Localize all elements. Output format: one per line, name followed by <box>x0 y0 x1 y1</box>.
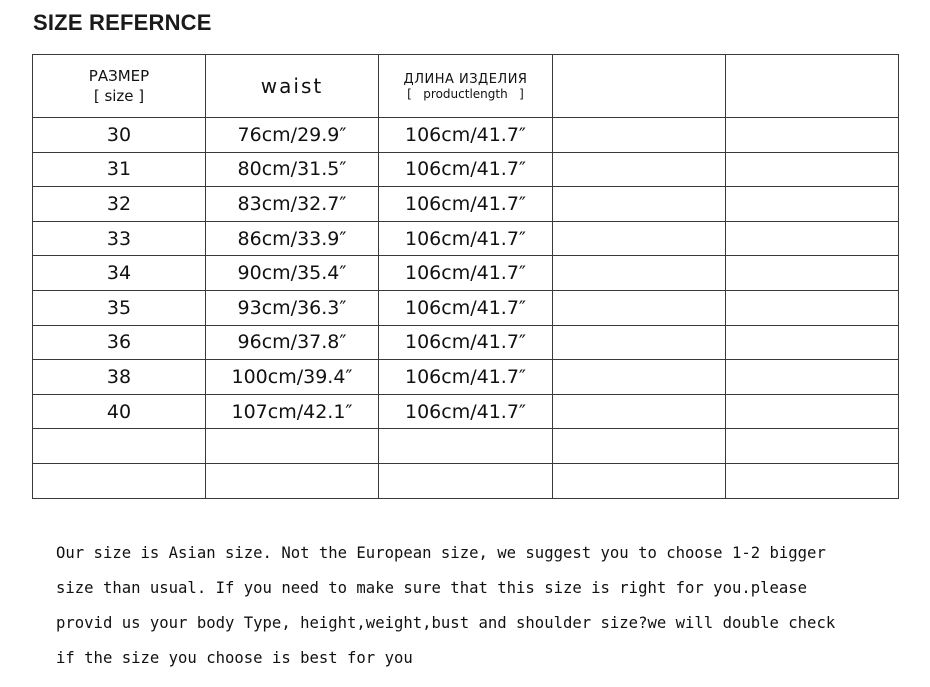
table-cell <box>33 360 206 395</box>
cell-size: 32 <box>106 192 132 215</box>
table-cell <box>726 187 899 222</box>
cell-waist: 100cm/39.4″ <box>231 365 353 388</box>
table-cell <box>726 325 899 360</box>
note-line-2: size than usual. If you need to make sure that this size is right for you.please <box>56 579 808 597</box>
header-size <box>33 55 206 118</box>
table-cell <box>33 221 206 256</box>
table-cell <box>206 429 379 464</box>
table-cell <box>206 187 379 222</box>
table-cell <box>379 325 553 360</box>
cell-waist: 107cm/42.1″ <box>231 400 353 423</box>
table-cell <box>33 429 206 464</box>
table-cell <box>206 325 379 360</box>
cell-size: 40 <box>106 400 132 423</box>
table-cell <box>33 152 206 187</box>
cell-size: 34 <box>106 262 132 285</box>
table-cell <box>33 256 206 291</box>
table-cell <box>206 360 379 395</box>
table-header-row <box>33 55 899 118</box>
note-line-1: Our size is Asian size. Not the European size, we suggest you to choose 1-2 bigger <box>56 544 826 562</box>
table-cell <box>726 463 899 498</box>
table-cell <box>33 394 206 429</box>
table-cell <box>553 325 726 360</box>
page-title: SIZE REFERNCE <box>33 10 212 35</box>
cell-length: 106cm/41.7″ <box>404 400 527 423</box>
table-row <box>33 118 899 153</box>
table-cell <box>553 463 726 498</box>
table-cell <box>553 118 726 153</box>
header-length-en: [ productlength ] <box>407 86 524 101</box>
cell-waist: 80cm/31.5″ <box>237 158 347 181</box>
header-length-ru: ДЛИНА ИЗДЕЛИЯ <box>403 71 528 87</box>
table-row <box>33 394 899 429</box>
table-cell <box>553 256 726 291</box>
table-cell <box>553 221 726 256</box>
header-length <box>379 55 553 118</box>
table-row <box>33 463 899 498</box>
table-cell <box>726 429 899 464</box>
cell-waist: 90cm/35.4″ <box>237 262 347 285</box>
table-cell <box>33 325 206 360</box>
table-cell <box>379 429 553 464</box>
table-row <box>33 429 899 464</box>
table-row <box>33 325 899 360</box>
cell-length: 106cm/41.7″ <box>404 296 527 319</box>
table-cell <box>206 290 379 325</box>
table-cell <box>33 187 206 222</box>
cell-length: 106cm/41.7″ <box>404 158 527 181</box>
table-cell <box>33 463 206 498</box>
table-cell <box>553 187 726 222</box>
table-cell <box>379 256 553 291</box>
table-cell <box>726 118 899 153</box>
header-size-en: [ size ] <box>93 87 145 105</box>
cell-size: 35 <box>106 296 132 319</box>
cell-waist: 76cm/29.9″ <box>237 123 347 146</box>
table-row <box>33 256 899 291</box>
cell-length: 106cm/41.7″ <box>404 262 527 285</box>
table-cell <box>206 152 379 187</box>
table-row <box>33 187 899 222</box>
table-cell <box>206 256 379 291</box>
table-cell <box>206 463 379 498</box>
table-cell <box>726 290 899 325</box>
cell-length: 106cm/41.7″ <box>404 192 527 215</box>
cell-size: 30 <box>106 123 132 146</box>
table-cell <box>379 221 553 256</box>
cell-size: 38 <box>106 365 132 388</box>
table-cell <box>379 463 553 498</box>
table-cell <box>379 394 553 429</box>
cell-size: 33 <box>106 227 132 250</box>
cell-waist: 96cm/37.8″ <box>237 331 347 354</box>
table-cell <box>379 187 553 222</box>
table-row <box>33 152 899 187</box>
table-cell <box>206 394 379 429</box>
table-cell <box>726 152 899 187</box>
table-cell <box>726 394 899 429</box>
cell-length: 106cm/41.7″ <box>404 227 527 250</box>
size-table <box>32 54 899 499</box>
table-cell <box>379 118 553 153</box>
table-cell <box>553 360 726 395</box>
cell-length: 106cm/41.7″ <box>404 365 527 388</box>
size-note <box>56 536 906 676</box>
table-cell <box>379 360 553 395</box>
table-cell <box>726 360 899 395</box>
table-cell <box>379 290 553 325</box>
cell-waist: 83cm/32.7″ <box>237 192 347 215</box>
header-empty-5 <box>726 55 899 118</box>
table-cell <box>553 152 726 187</box>
table-row <box>33 290 899 325</box>
cell-size: 36 <box>106 331 132 354</box>
cell-length: 106cm/41.7″ <box>404 123 527 146</box>
table-row <box>33 360 899 395</box>
table-cell <box>553 394 726 429</box>
table-cell <box>33 118 206 153</box>
cell-length: 106cm/41.7″ <box>404 331 527 354</box>
table-row <box>33 221 899 256</box>
header-size-ru: РАЗМЕР <box>88 67 150 85</box>
cell-waist: 86cm/33.9″ <box>237 227 347 250</box>
table-cell <box>379 152 553 187</box>
table-cell <box>206 118 379 153</box>
table-cell <box>726 221 899 256</box>
table-cell <box>726 256 899 291</box>
header-waist-label: waist <box>260 74 324 98</box>
header-waist <box>206 55 379 118</box>
note-line-4: if the size you choose is best for you <box>56 649 413 667</box>
table-cell <box>206 221 379 256</box>
cell-waist: 93cm/36.3″ <box>237 296 347 319</box>
table-cell <box>553 290 726 325</box>
cell-size: 31 <box>106 158 132 181</box>
header-empty-4 <box>553 55 726 118</box>
table-cell <box>553 429 726 464</box>
table-cell <box>33 290 206 325</box>
note-line-3: provid us your body Type, height,weight,bust and shoulder size?we will double check <box>56 614 836 632</box>
